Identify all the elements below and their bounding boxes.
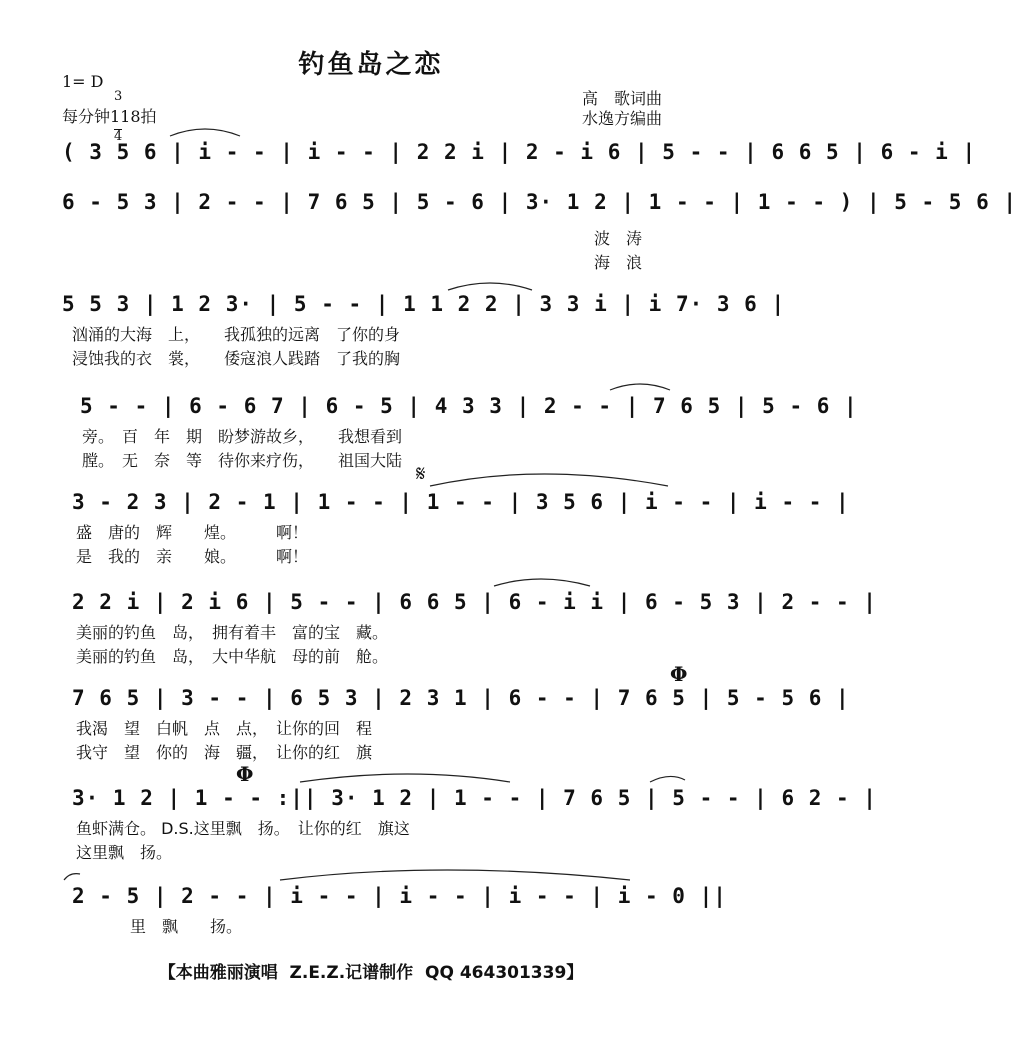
notation-line-3: 5 5 3 | 1 2 3· | 5 - - | 1 1 2 2 | 3 3 i | i 7· 3 6 | bbox=[62, 292, 786, 316]
lyric-line-6-v1: 美丽的钓鱼 岛， 拥有着丰 富的宝 藏。 bbox=[76, 623, 389, 642]
lyric-line-4-v1: 旁。 百 年 期 盼梦游故乡， 我想看到 bbox=[82, 427, 403, 446]
arranger: 水逸方编曲 bbox=[582, 109, 663, 128]
slur-5 bbox=[494, 579, 590, 586]
slur-3 bbox=[610, 384, 670, 390]
slur-7 bbox=[650, 776, 685, 782]
key-signature: 1= D bbox=[62, 72, 104, 91]
lyric-line-7-v2: 我守 望 你的 海 疆， 让你的红 旗 bbox=[76, 743, 373, 762]
tempo-marking: 每分钟118拍 bbox=[62, 107, 157, 126]
lyric-line-5-v2: 是 我的 亲 娘。 啊！ bbox=[76, 547, 309, 566]
slur-6 bbox=[300, 774, 510, 782]
notation-line-6: 2 2 i | 2 i 6 | 5 - - | 6 6 5 | 6 - i i | 6 - 5 3 | 2 - - | bbox=[72, 590, 877, 614]
slur-4 bbox=[430, 474, 668, 486]
song-title: 钓鱼岛之恋 bbox=[298, 50, 444, 80]
slur-2 bbox=[448, 283, 532, 290]
coda-sign-1: Φ bbox=[670, 662, 688, 686]
lyric-line-3-v2: 浸蚀我的衣 裳， 倭寇浪人践踏 了我的胸 bbox=[72, 349, 401, 368]
lyric-line-8-v1: 鱼虾满仓。 D.S.这里飘 扬。 让你的红 旗这 bbox=[76, 819, 410, 838]
lyric-line-6-v2: 美丽的钓鱼 岛， 大中华航 母的前 舱。 bbox=[76, 647, 389, 666]
slur-1 bbox=[170, 129, 240, 136]
notation-line-7: 7 6 5 | 3 - - | 6 5 3 | 2 3 1 | 6 - - | 7 6 5 | 5 - 5 6 | bbox=[72, 686, 850, 710]
notation-line-4: 5 - - | 6 - 6 7 | 6 - 5 | 4 3 3 | 2 - - | 7 6 5 | 5 - 6 | bbox=[80, 394, 858, 418]
notation-line-1: ( 3 5 6 | i - - | i - - | 2 2 i | 2 - i 6 | 5 - - | 6 6 5 | 6 - i | bbox=[62, 140, 977, 164]
lyric-line-9-v1: 里 飘 扬。 bbox=[130, 917, 243, 936]
time-bottom: 4 bbox=[114, 129, 123, 144]
lyric-line-5-v1: 盛 唐的 辉 煌。 啊！ bbox=[76, 523, 309, 542]
lyric-line-4-v2: 膛。 无 奈 等 待你来疗伤， 祖国大陆 bbox=[82, 451, 403, 470]
footer-credit: 【本曲雅丽演唱 Z.E.Z.记谱制作 QQ 464301339】 bbox=[158, 963, 584, 983]
notation-line-9: 2 - 5 | 2 - - | i - - | i - - | i - - | i - 0 || bbox=[72, 884, 727, 908]
segno-sign: 𝄋 bbox=[416, 462, 426, 487]
lyric-line-8-v2: 这里飘 扬。 bbox=[76, 843, 173, 862]
lyricist-composer: 高 歌词曲 bbox=[582, 89, 663, 108]
lyric-line-2-v2: 海 浪 bbox=[594, 253, 643, 272]
slur-9 bbox=[280, 870, 630, 880]
lyric-line-7-v1: 我渴 望 白帆 点 点， 让你的回 程 bbox=[76, 719, 373, 738]
notation-line-5: 3 - 2 3 | 2 - 1 | 1 - - | 1 - - | 3 5 6 | i - - | i - - | bbox=[72, 490, 850, 514]
lyric-line-3-v1: 汹涌的大海 上， 我孤独的远离 了你的身 bbox=[72, 325, 401, 344]
time-top: 3 bbox=[114, 89, 123, 104]
lyric-line-2-v1: 波 涛 bbox=[594, 229, 643, 248]
slur-8 bbox=[64, 874, 80, 880]
notation-line-2: 6 - 5 3 | 2 - - | 7 6 5 | 5 - 6 | 3· 1 2 | 1 - - | 1 - - ) | 5 - 5 6 | bbox=[62, 190, 1017, 214]
coda-sign-2: Φ bbox=[236, 762, 254, 786]
notation-line-8: 3· 1 2 | 1 - - :|| 3· 1 2 | 1 - - | 7 6 5 | 5 - - | 6 2 - | bbox=[72, 786, 877, 810]
